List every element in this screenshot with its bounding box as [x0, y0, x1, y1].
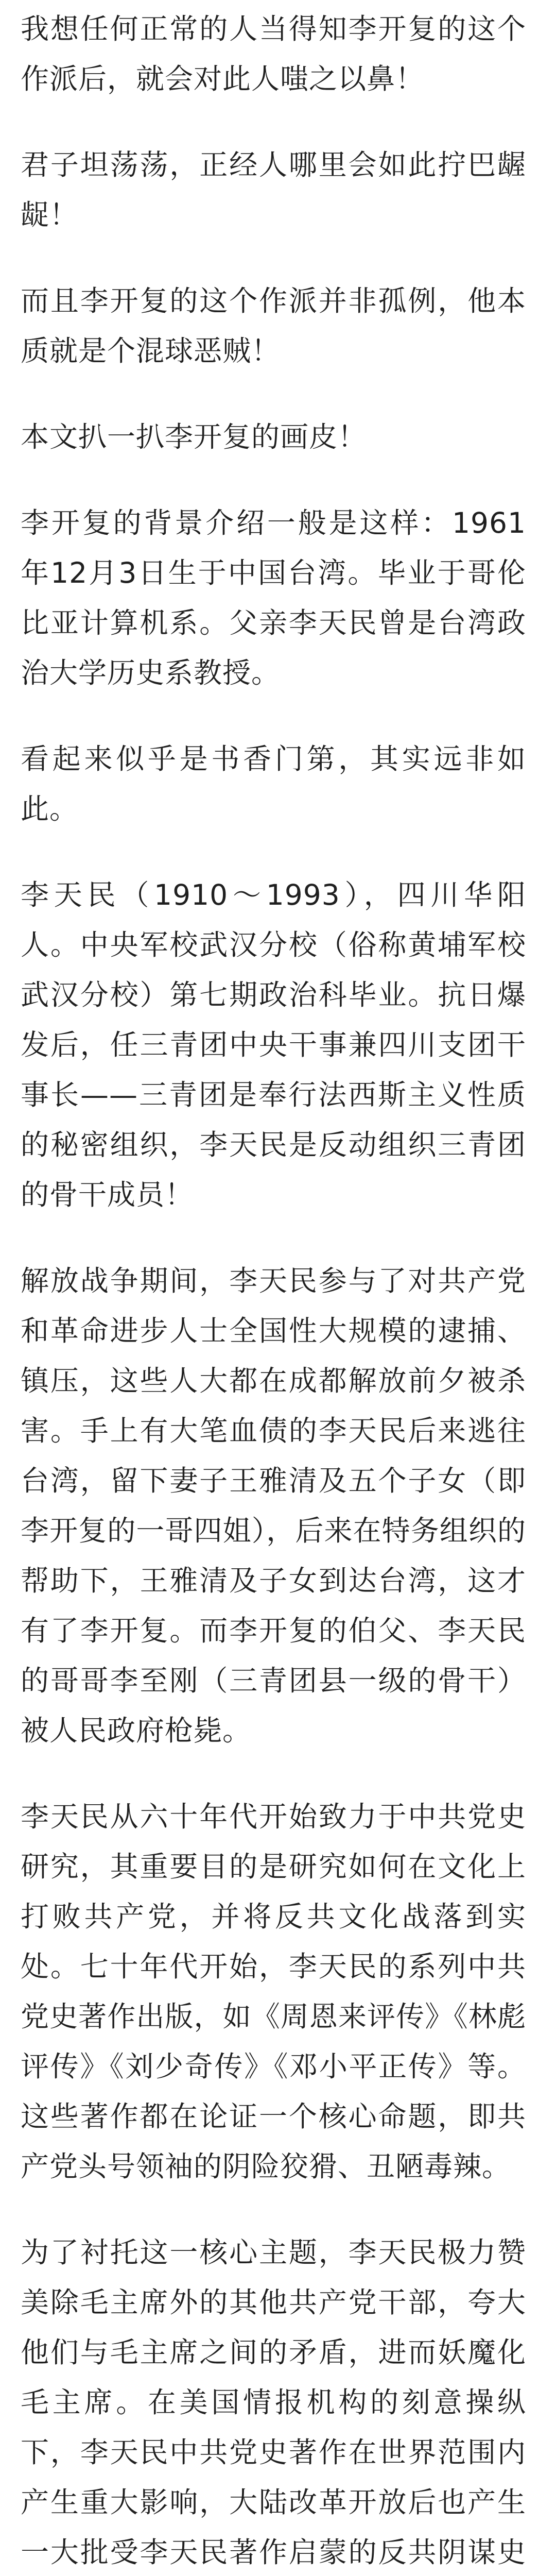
paragraph: 为了衬托这一核心主题，李天民极力赞美除毛主席外的其他共产党干部，夸大他们与毛主席之间的矛盾，进而妖魔化毛主席。在美国情报机构的刻意操纵下，李天民中共党史著作在世界范围内产生重大影响，大陆改革开放后也产生一大批受李天民著作启蒙的反共阴谋史 [21, 2236, 526, 2569]
paragraph: 解放战争期间，李天民参与了对共产党和革命进步人士全国性大规模的逮捕、镇压，这些人大都在成都解放前夕被杀害。手上有大笔血债的李天民后来逃往台湾，留下妻子王雅清及五个子女（即李开复的一哥四姐），后来在特务组织的帮助下，王雅清及子女到达台湾，这才有了李开复。而李开复的伯父、李天民的哥哥李至刚（三青团县一级的骨干）被人民政府枪毙。 [21, 1264, 526, 1747]
paragraph: 君子坦荡荡，正经人哪里会如此拧巴龌龊！ [21, 148, 526, 231]
paragraph: 李开复的背景介绍一般是这样：1961年12月3日生于中国台湾。毕业于哥伦比亚计算机系。父亲李天民曾是台湾政治大学历史系教授。 [21, 506, 526, 689]
paragraph: 而且李开复的这个作派并非孤例，他本质就是个混球恶贼！ [21, 284, 526, 367]
paragraph: 看起来似乎是书香门第，其实远非如此。 [21, 742, 526, 825]
paragraph: 李天民（1910～1993），四川华阳人。中央军校武汉分校（俗称黄埔军校武汉分校）第七期政治科毕业。抗日爆发后，任三青团中央干事兼四川支团干事长——三青团是奉行法西斯主义性质的秘密组织，李天民是反动组织三青团的骨干成员！ [21, 878, 526, 1211]
paragraph: 李天民从六十年代开始致力于中共党史研究，其重要目的是研究如何在文化上打败共产党，并将反共文化战落到实处。七十年代开始，李天民的系列中共党史著作出版，如《周恩来评传》《林彪评传》《刘少奇传》《邓小平正传》等。这些著作都在论证一个核心命题，即共产党头号领袖的阴险狡猾、丑陋毒辣。 [21, 1800, 526, 2183]
paragraph: 本文扒一扒李开复的画皮！ [21, 420, 367, 453]
paragraph: 我想任何正常的人当得知李开复的这个作派后，就会对此人嗤之以鼻！ [21, 12, 526, 95]
